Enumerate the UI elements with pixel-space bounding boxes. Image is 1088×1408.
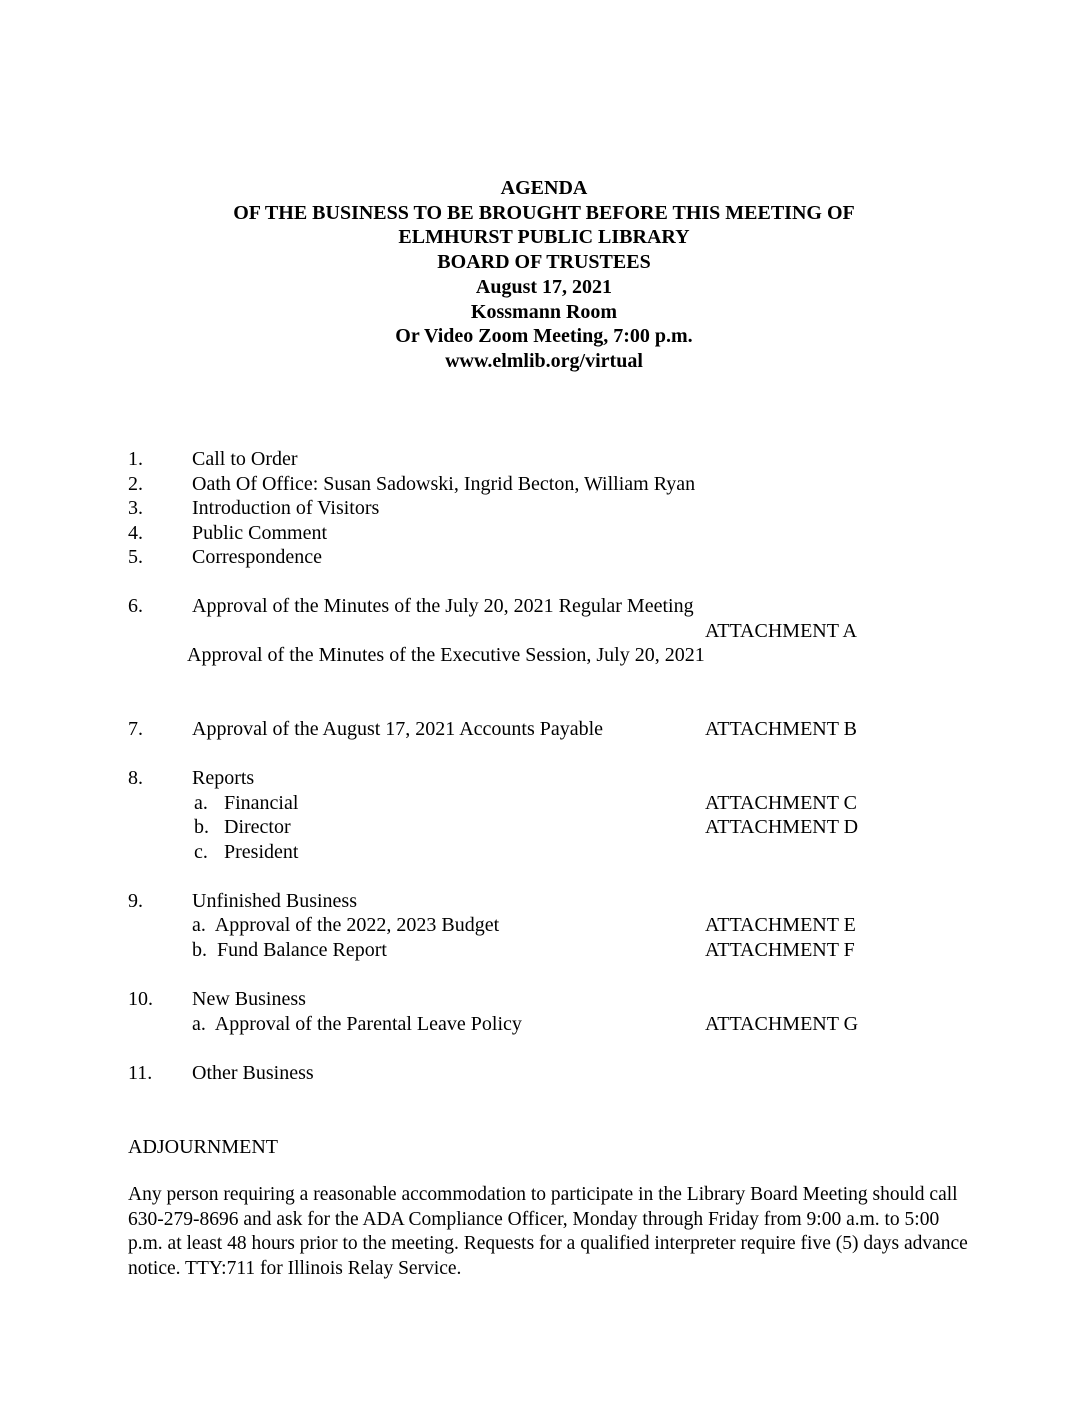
meeting-room: Kossmann Room bbox=[470, 300, 618, 323]
accommodation-notice: Any person requiring a reasonable accommodation to participate in the Library Board Meeting should call 630-279-8696 and ask for the ADA Compliance Officer, Monday through Friday from 9:00 a.m. to 5:00 p.m. at least 48 hours prior to the meeting. Requests for a qualified interpreter require five (5) days advance notice. TTY:711 for Illinois Relay Service. bbox=[128, 1184, 968, 1279]
attachment-label: ATTACHMENT C bbox=[705, 792, 857, 814]
attachment-label: ATTACHMENT G bbox=[705, 1013, 859, 1035]
header-line-business: OF THE BUSINESS TO BE BROUGHT BEFORE THIS MEETING OF bbox=[233, 201, 855, 224]
item-number: 7. bbox=[128, 718, 143, 740]
attachment-label: ATTACHMENT D bbox=[705, 816, 859, 838]
item-text: Call to Order bbox=[192, 448, 298, 470]
item-number: 2. bbox=[128, 473, 143, 495]
item-number: 3. bbox=[128, 497, 143, 519]
agenda-header bbox=[0, 176, 1088, 374]
header-library-name: ELMHURST PUBLIC LIBRARY bbox=[398, 226, 690, 249]
subitem-text: b. Fund Balance Report bbox=[192, 939, 387, 961]
item-number: 5. bbox=[128, 546, 143, 568]
meeting-date: August 17, 2021 bbox=[475, 275, 613, 298]
item-text: Introduction of Visitors bbox=[192, 497, 380, 519]
item-number: 11. bbox=[128, 1062, 153, 1084]
subitem-text: President bbox=[224, 841, 299, 863]
item-text: Public Comment bbox=[192, 522, 327, 544]
item-number: 8. bbox=[128, 767, 143, 789]
meeting-url: www.elmlib.org/virtual bbox=[445, 349, 643, 372]
agenda-title: AGENDA bbox=[500, 177, 588, 199]
item-number: 6. bbox=[128, 595, 143, 617]
item-text: Approval of the Minutes of the July 20, 2021 Regular Meeting bbox=[192, 595, 694, 617]
adjournment-heading: ADJOURNMENT bbox=[128, 1136, 278, 1158]
item-number: 4. bbox=[128, 522, 143, 544]
item-text: New Business bbox=[192, 988, 306, 1010]
item-text: Approval of the August 17, 2021 Accounts Payable bbox=[192, 718, 604, 740]
item-number: 10. bbox=[128, 988, 153, 1010]
subitem-text: Director bbox=[224, 816, 291, 838]
subitem-text: a. Approval of the Parental Leave Policy bbox=[192, 1013, 522, 1035]
item-subtext: Approval of the Minutes of the Executive Session, July 20, 2021 bbox=[187, 644, 705, 666]
item-number: 9. bbox=[128, 890, 143, 912]
attachment-label: ATTACHMENT F bbox=[705, 939, 855, 961]
item-text: Correspondence bbox=[192, 546, 322, 568]
subitem-text: Financial bbox=[224, 792, 299, 814]
header-board-name: BOARD OF TRUSTEES bbox=[437, 251, 651, 274]
meeting-video-time: Or Video Zoom Meeting, 7:00 p.m. bbox=[395, 325, 693, 348]
subitem-text: a. Approval of the 2022, 2023 Budget bbox=[192, 914, 500, 936]
attachment-label: ATTACHMENT E bbox=[705, 914, 856, 936]
subitem-letter: a. bbox=[194, 792, 208, 814]
attachment-label: ATTACHMENT B bbox=[705, 718, 857, 740]
item-text: Reports bbox=[192, 767, 255, 789]
item-text: Oath Of Office: Susan Sadowski, Ingrid Becton, William Ryan bbox=[192, 473, 696, 495]
subitem-letter: b. bbox=[194, 816, 209, 838]
attachment-label: ATTACHMENT A bbox=[705, 620, 857, 642]
item-text: Unfinished Business bbox=[192, 890, 357, 912]
subitem-letter: c. bbox=[194, 841, 208, 863]
item-text: Other Business bbox=[192, 1062, 314, 1084]
item-number: 1. bbox=[128, 448, 143, 470]
